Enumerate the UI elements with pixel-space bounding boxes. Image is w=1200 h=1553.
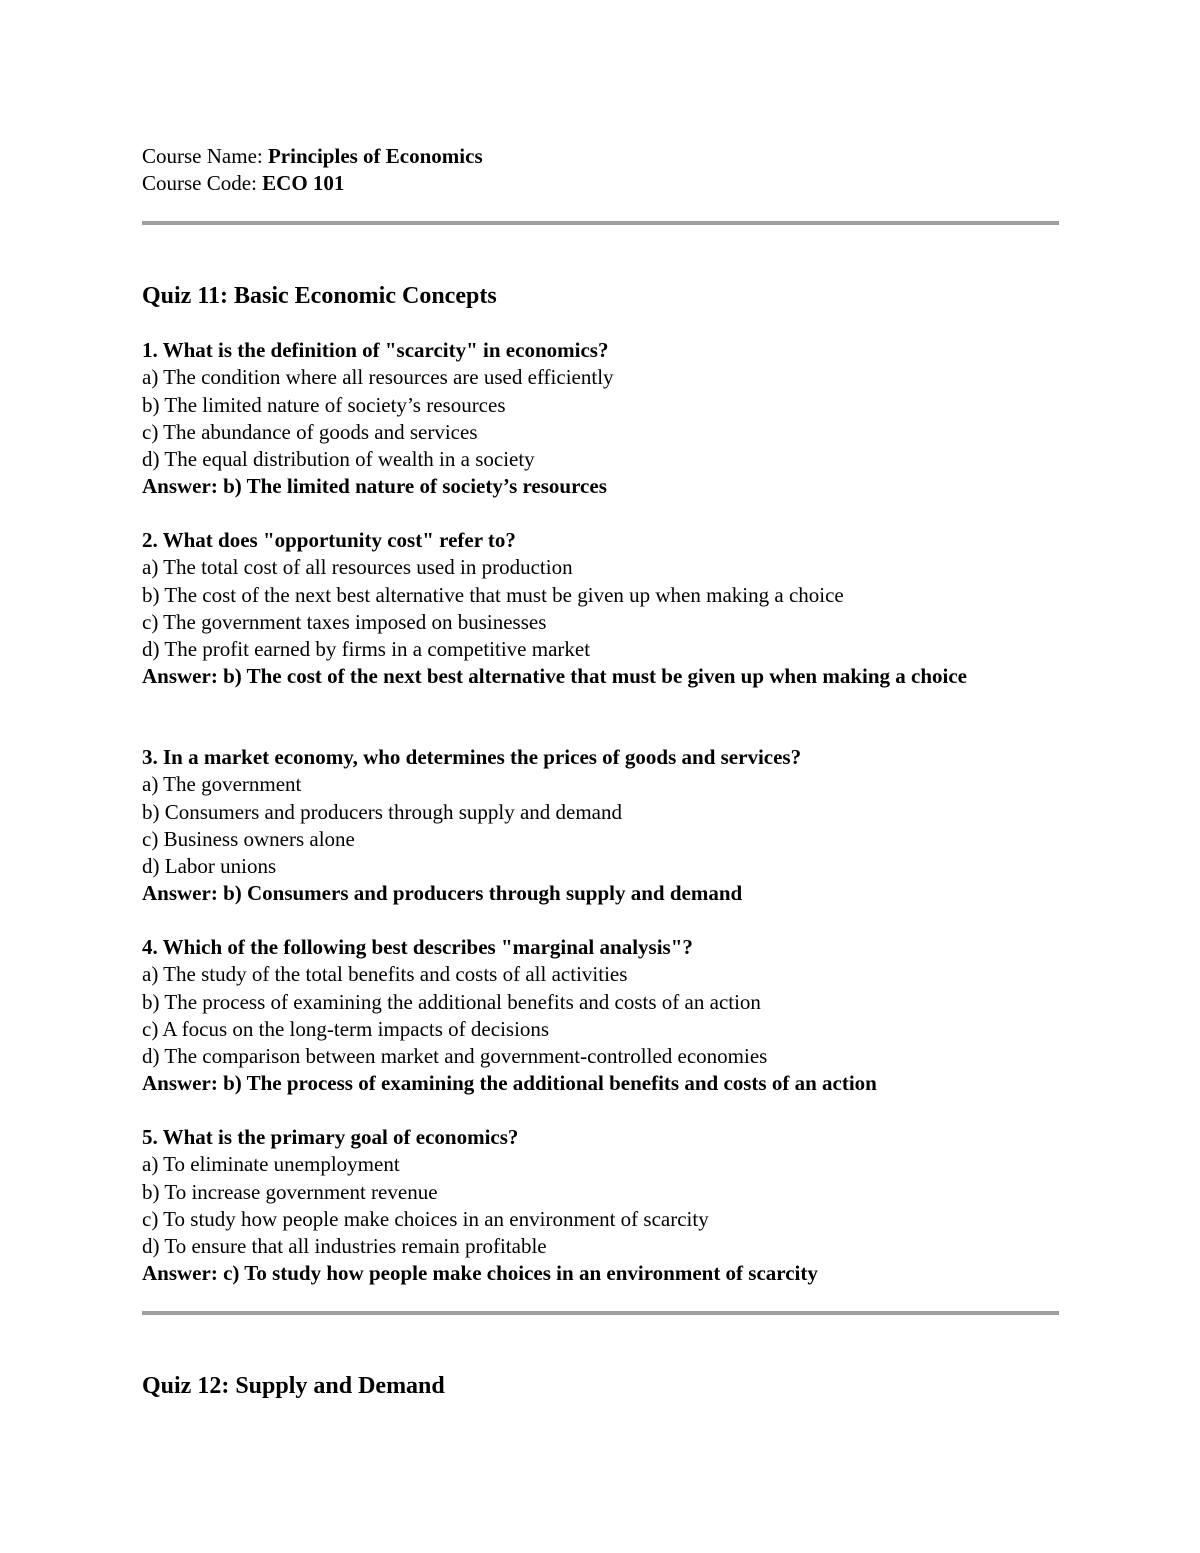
course-name-value: Principles of Economics <box>267 144 483 168</box>
question-text: 5. What is the primary goal of economics? <box>142 1125 519 1149</box>
option-c: c) The abundance of goods and services <box>142 419 478 444</box>
option-c: c) A focus on the long-term impacts of decisions <box>142 1016 550 1041</box>
quiz-12-title: Quiz 12: Supply and Demand <box>142 1373 445 1399</box>
question-text: 4. Which of the following best describes "marginal analysis"? <box>142 935 693 959</box>
quiz-11-title: Quiz 11: Basic Economic Concepts <box>142 283 497 309</box>
option-a: a) The condition where all resources are used efficiently <box>142 365 614 390</box>
course-name-line <box>142 143 483 170</box>
option-d: d) The profit earned by firms in a competitive market <box>142 637 591 662</box>
question-1 <box>142 337 1022 501</box>
question-3 <box>142 744 1022 908</box>
option-d: d) To ensure that all industries remain profitable <box>142 1234 547 1259</box>
question-4 <box>142 934 1022 1098</box>
option-d: d) The equal distribution of wealth in a society <box>142 447 535 472</box>
option-b: b) The process of examining the additional benefits and costs of an action <box>142 989 761 1014</box>
answer-text: Answer: b) Consumers and producers through supply and demand <box>142 881 743 906</box>
question-5 <box>142 1124 1022 1288</box>
question-2 <box>142 527 1022 691</box>
course-code-value: ECO 101 <box>262 171 345 195</box>
option-b: b) Consumers and producers through supply and demand <box>142 799 622 824</box>
horizontal-divider <box>142 1311 1059 1315</box>
option-b: b) The limited nature of society’s resources <box>142 392 506 417</box>
course-code-line <box>142 170 344 197</box>
option-c: c) Business owners alone <box>142 826 355 851</box>
question-text: 1. What is the definition of "scarcity" in economics? <box>142 338 609 362</box>
option-c: c) The government taxes imposed on businesses <box>142 609 547 634</box>
course-code-label: Course Code: <box>142 171 257 195</box>
answer-text: Answer: b) The cost of the next best alternative that must be given up when making a choice <box>142 664 967 689</box>
option-a: a) The study of the total benefits and costs of all activities <box>142 962 628 987</box>
answer-text: Answer: b) The limited nature of society’s resources <box>142 474 607 499</box>
question-text: 2. What does "opportunity cost" refer to? <box>142 528 516 552</box>
answer-text: Answer: c) To study how people make choices in an environment of scarcity <box>142 1261 818 1286</box>
option-d: d) Labor unions <box>142 854 277 879</box>
option-a: a) The government <box>142 772 302 797</box>
question-text: 3. In a market economy, who determines the prices of goods and services? <box>142 745 802 769</box>
option-a: a) The total cost of all resources used in production <box>142 555 573 580</box>
option-c: c) To study how people make choices in an environment of scarcity <box>142 1206 709 1231</box>
horizontal-divider <box>142 221 1059 225</box>
option-a: a) To eliminate unemployment <box>142 1152 400 1177</box>
course-name-label: Course Name: <box>142 144 263 168</box>
option-d: d) The comparison between market and government-controlled economies <box>142 1044 768 1069</box>
option-b: b) To increase government revenue <box>142 1179 438 1204</box>
answer-text: Answer: b) The process of examining the additional benefits and costs of an action <box>142 1071 877 1096</box>
option-b: b) The cost of the next best alternative that must be given up when making a choice <box>142 582 844 607</box>
